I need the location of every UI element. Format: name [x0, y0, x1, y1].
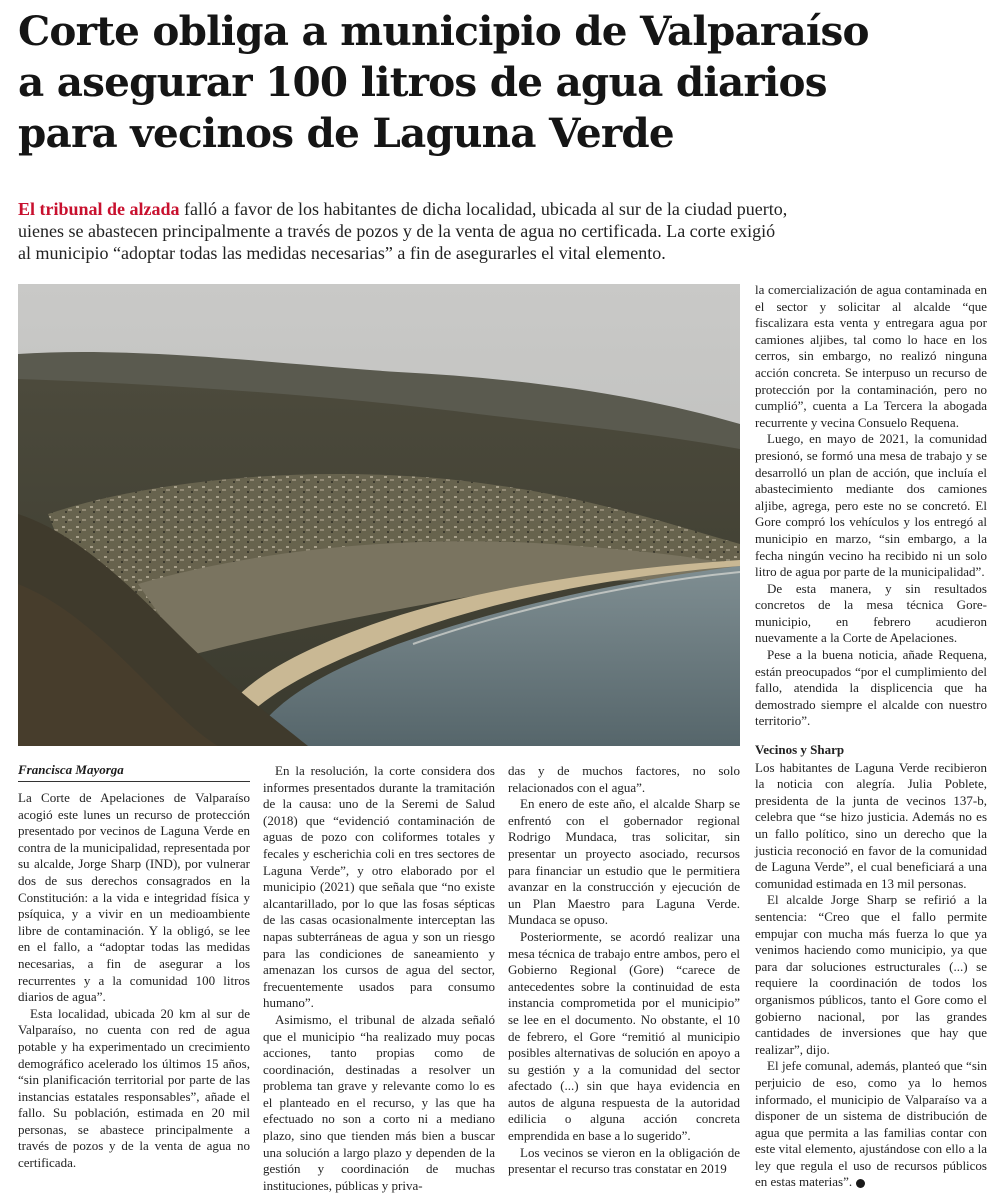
headline-line-3: para vecinos de Laguna Verde	[18, 109, 674, 157]
column-1	[18, 790, 250, 1172]
article-photo	[18, 284, 740, 746]
column-2	[263, 763, 495, 1194]
headline	[18, 6, 988, 159]
lead-line-1	[18, 198, 988, 220]
paragraph: Los habitantes de Laguna Verde recibieron la noticia con alegría. Julia Poblete, presidenta de la junta de vecinos 137-b, celebra que “se hizo justicia. Además no es un fallo político, sino un derecho que la justicia reconoció en favor de la comunidad de Laguna Verde”, el cual beneficiará a una comunidad estimada en 13 mil personas.	[755, 759, 987, 891]
byline: Francisca Mayorga	[18, 762, 250, 782]
column-3	[508, 763, 740, 1178]
end-mark-icon	[856, 1179, 865, 1188]
paragraph: La Corte de Apelaciones de Valparaíso acogió este lunes un recurso de protección presentado por vecinos de Laguna Verde en contra de la municipalidad, representada por su alcalde, Jorge Sharp (IND), por vulnerar dos de sus derechos consagrados en la Constitución: a la vida e integridad física y psíquica, y a vivir en un medioambiente libre de contaminación. Y la obligó, se lee en el fallo, a “adoptar todas las medidas necesarias, a fin de asegurar a los recurrentes y a la comunidad 100 litros diarios de agua”.	[18, 790, 250, 1005]
paragraph-final	[755, 1058, 987, 1191]
paragraph: De esta manera, y sin resultados concretos de la mesa técnica Gore-municipio, en febrero acudieron nuevamente a la Corte de Apelaciones.	[755, 580, 987, 646]
paragraph: En enero de este año, el alcalde Sharp se enfrentó con el gobernador regional Rodrigo Mundaca, tras solicitar, sin presentar un proyecto asociado, recursos para financiar un estudio que le permitiera avanzar en la construcción y ejecución de un Plan Maestro para Laguna Verde. Mundaca se opuso.	[508, 796, 740, 928]
paragraph: El alcalde Jorge Sharp se refirió a la sentencia: “Creo que el fallo permite empujar con mucha más fuerza lo que ya venimos haciendo como municipio, ya que para dar soluciones estructurales (...) se requiere la coordinación de todos los organismos públicos, tanto el Gore como el gobierno nacional, por las grandes cantidades de inversiones que hay que realizar”, dijo.	[755, 892, 987, 1057]
paragraph: la comercialización de agua contaminada en el sector y solicitar al alcalde “que fiscalizara esta venta y entregara agua por camiones aljibes, tal como lo hace en los cerros, sin embargo, no realizó ninguna acción concreta. Se interpuso un recurso de protección por la contaminación, pero no cumplió”, cuenta a La Tercera la abogada recurrente y vecina Consuelo Requena.	[755, 282, 987, 430]
paragraph: Posteriormente, se acordó realizar una mesa técnica de trabajo entre ambos, pero el Gobierno Regional (Gore) “carece de antecedentes sobre la continuidad de esta instancia comprometida por el municipio” se lee en el documento. No obstante, el 10 de febrero, el Gore “remitió al municipio posibles alternativas de solución en apoyo a su gestión y a la comunidad del sector afectado (...) sin que haya evidencia en autos de alguna respuesta de la autoridad edilicia o alguna acción concreta emprendida en base a lo sugerido”.	[508, 928, 740, 1144]
subheading: Vecinos y Sharp	[755, 742, 845, 758]
paragraph: Los vecinos se vieron en la obligación de presentar el recurso tras constatar en 2019	[508, 1144, 740, 1177]
paragraph: Asimismo, el tribunal de alzada señaló que el municipio “ha realizado muy pocas acciones, tanto propias como de coordinación, destinadas a resolver un problema tan grave y relevante como lo es el planteado en el recurso, y las que ha efectuado no son a corto ni a mediano plazo, sino que tienden más bien a buscar una solución a largo plazo y dependen de la gestión y coordinación de muchas instituciones, públicas y priva-	[263, 1011, 495, 1193]
final-paragraph-text: El jefe comunal, además, planteó que “sin perjuicio de eso, como ya lo hemos informado, el municipio de Valparaíso va a disponer de un sistema de distribución de agua que permita a las familias contar con este vital elemento, ajustándose con ello a la ley que regula el uso de recursos públicos en estas materias”.	[755, 1058, 987, 1190]
headline-line-2: a asegurar 100 litros de agua diarios	[18, 58, 827, 106]
paragraph: Luego, en mayo de 2021, la comunidad presionó, se formó una mesa de trabajo y se desarrolló un plan de acción, que incluía el abastecimiento mediante dos camiones aljibe, agrega, pero este no se concretó. El Gore compró los vehículos y los entregó al municipio en marzo, “sin embargo, a la fecha ningún vecino ha recibido ni un solo litro de agua por parte de la municipalidad”.	[755, 431, 987, 580]
paragraph: En la resolución, la corte considera dos informes presentados durante la tramitación de la causa: uno de la Seremi de Salud (2018) que “evidenció contaminación de aguas de pozo con coliformes totales y fecales y escherichia coli en tres sectores de Laguna Verde”, y otro elaborado por el municipio (2021) que señala que “no existe alcantarillado, por lo que las fosas sépticas de las casas ocasionalmente interceptan las napas subterráneas de agua y son un riesgo para las condiciones de saneamiento y amenazan los cursos de agua del sector, frecuentemente usados para consumo humano”.	[263, 763, 495, 1011]
lead-paragraph	[18, 198, 988, 264]
column-4	[755, 282, 987, 1191]
paragraph: das y de muchos factores, no solo relacionados con el agua”.	[508, 763, 740, 795]
headline-line-1: Corte obliga a municipio de Valparaíso	[18, 7, 869, 55]
lead-line-2: uienes se abastecen principalmente a través de pozos y de la venta de agua no certificada. La corte exigió	[18, 221, 776, 241]
lead-line-3: al municipio “adoptar todas las medidas necesarias” a fin de asegurarles el vital elemento.	[18, 243, 666, 263]
paragraph: Pese a la buena noticia, añade Requena, están preocupados “por el cumplimiento del fallo, atendida la displicencia que ha demostrado siempre el alcalde con nuestro territorio”.	[755, 647, 987, 729]
laguna-verde-landscape-image	[18, 284, 740, 746]
paragraph: Esta localidad, ubicada 20 km al sur de Valparaíso, no cuenta con red de agua potable y ha experimentado un crecimiento demográfico acelerado los últimos 15 años, “sin planificación territorial por parte de las instancias estatales responsables”, añade el fallo. Su población, estimada en 20 mil personas, se abastece principalmente a través de pozos y de la venta de agua no certificada.	[18, 1005, 250, 1171]
lead-line-1-text: falló a favor de los habitantes de dicha localidad, ubicada al sur de la ciudad puerto,	[179, 199, 788, 219]
lead-kicker: El tribunal de alzada	[18, 199, 180, 219]
